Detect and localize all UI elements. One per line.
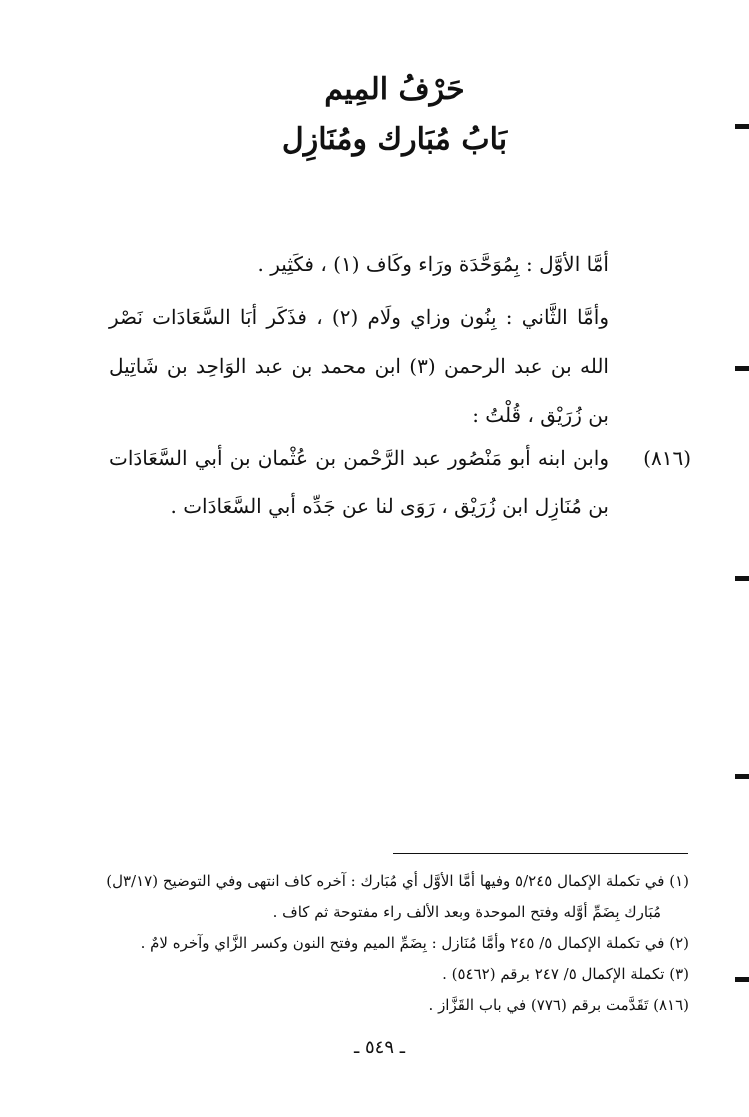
edge-mark [735,774,749,779]
paragraph-second: وأمَّا الثَّاني : بِنُون وزاي ولَام (٢) ، فذَكَر أبَا السَّعَادَات نَصْر الله بن عبد الرحمن (٣) ابن محمد بن عبد الوَاحِد بن شَاتِيل بن زُرَيْق ، قُلْتُ : [109,305,609,427]
edge-mark [735,124,749,129]
footnote-entry-816: (٨١٦) تَقَدَّمت برقم (٧٧٦) في باب القَزَّاز . [428,996,689,1014]
footnotes [69,866,689,1021]
edge-mark [735,366,749,371]
edge-mark [735,576,749,581]
entry-number: (٨١٦) [643,446,691,470]
footnote-1: (١) في تكملة الإكمال ٥/٢٤٥ وفيها أمَّا الأوَّل أي مُبَارك : آخره كاف انتهى وفي التوضيح (٣/١٧ل) [106,872,689,890]
paragraph-first: أمَّا الأوَّل : بِمُوَحَّدَة ورَاء وكَاف (١) ، فكَثِير . [257,252,609,276]
edge-mark [735,977,749,982]
footnote-1-continuation: مُبَارك بِضَمِّ أوَّله وفتح الموحدة وبعد الألف راء مفتوحة ثم كاف . [272,903,661,921]
footnote-2: (٢) في تكملة الإكمال ٥/ ٢٤٥ وأمَّا مُنَازل : بِضَمِّ الميم وفتح النون وكسر الزَّاي وآخره لامٌ . [140,934,689,952]
entry-text: وابن ابنه أبو مَنْصُور عبد الرَّحْمن بن عُثْمان بن أبي السَّعَادَات بن مُنَازِل ابن زُرَيْق ، رَوَى لنا عن جَدِّه أبي السَّعَادَات . [109,446,609,518]
footnote-separator [393,853,688,854]
chapter-title: حَرْفُ المِيم [324,72,465,107]
footnote-3: (٣) تكملة الإكمال ٥/ ٢٤٧ برقم (٥٤٦٢) . [442,965,689,983]
page-number: ـ ٥٤٩ ـ [353,1037,405,1058]
section-title: بَابُ مُبَارك ومُنَازِل [281,122,508,157]
